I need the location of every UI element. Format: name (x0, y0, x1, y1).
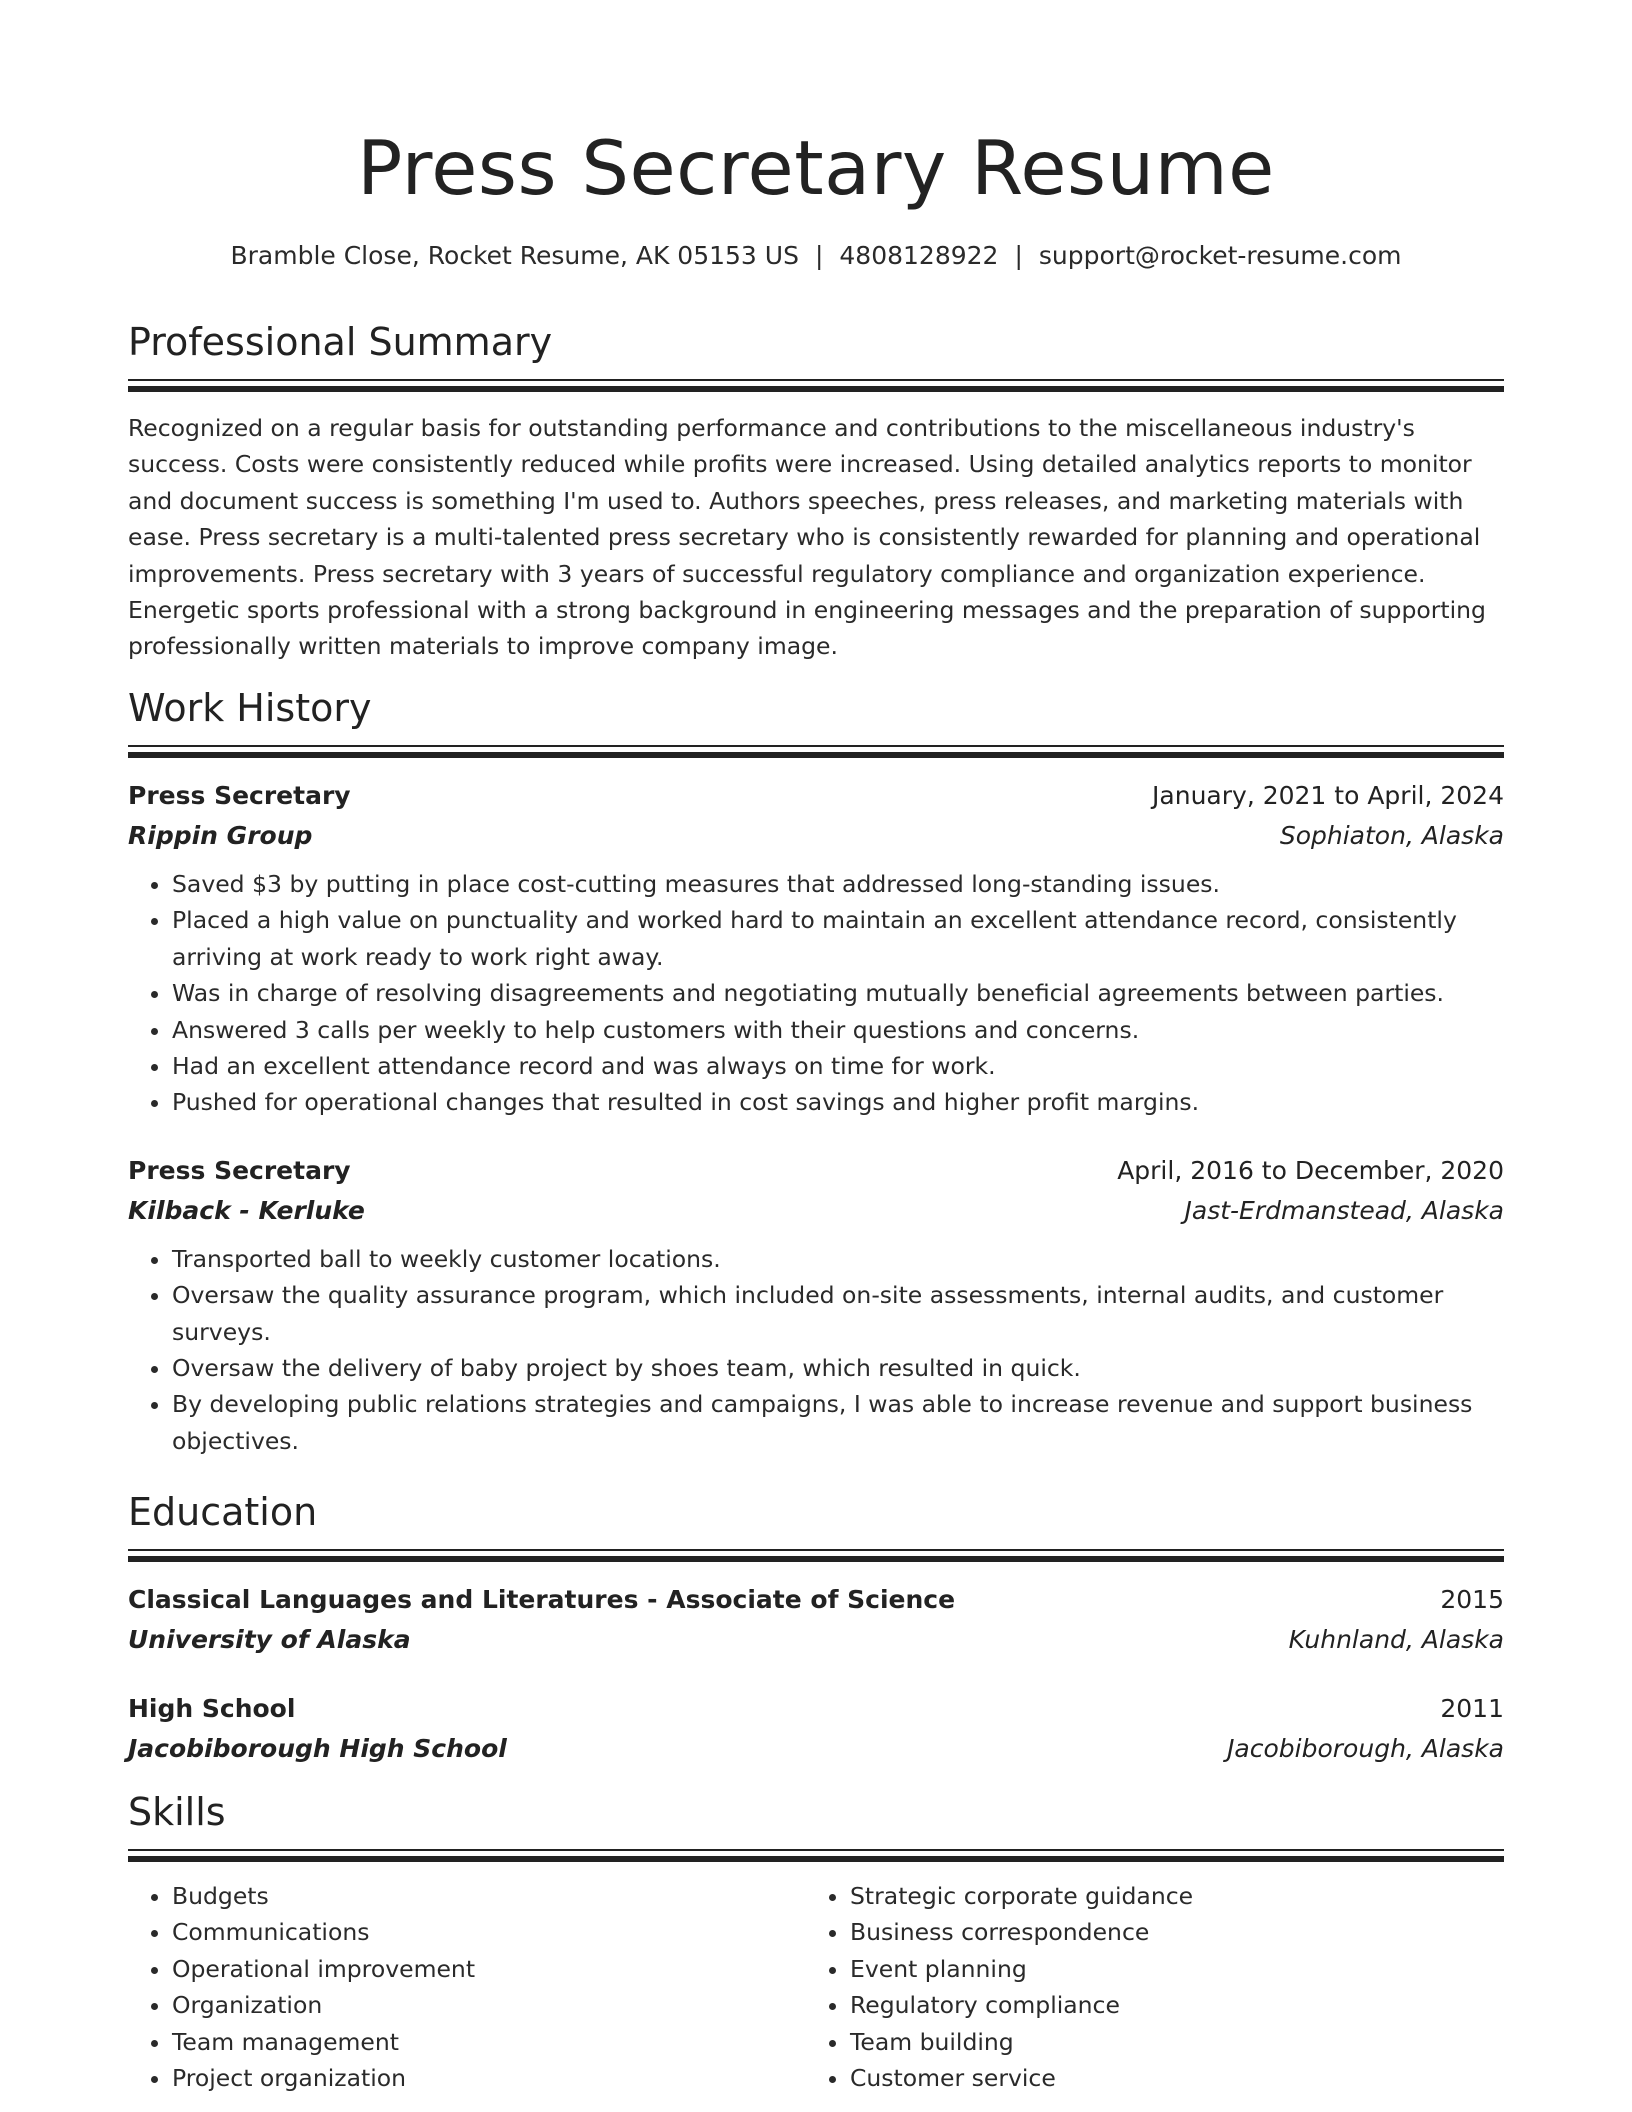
section-divider (128, 379, 1504, 394)
contact-separator: | (814, 241, 824, 270)
education-location: Jacobiborough, Alaska (1227, 1734, 1504, 1763)
skill-item: • Team management (172, 2024, 806, 2060)
job-bullets (128, 866, 1504, 1121)
section-divider (128, 1849, 1504, 1864)
section-work-history (128, 683, 1504, 1459)
list-item: • Oversaw the quality assurance program, which included on-site assessments, internal audits, and customer surveys. (172, 1277, 1504, 1350)
education-entry (128, 1689, 1504, 1769)
skill-item: • Project organization (172, 2060, 806, 2096)
job-location: Sophiaton, Alaska (1279, 821, 1504, 850)
skills-list-right (806, 1878, 1484, 2096)
job-title: Press Secretary (128, 1155, 351, 1185)
job-location: Jast-Erdmanstead, Alaska (1184, 1195, 1504, 1225)
skill-item: • Strategic corporate guidance (850, 1878, 1484, 1914)
job-company: Rippin Group (128, 821, 313, 850)
section-divider (128, 745, 1504, 760)
education-school: University of Alaska (128, 1625, 411, 1654)
education-degree: Classical Languages and Literatures - Associate of Science (128, 1585, 956, 1614)
list-item: • Saved $3 by putting in place cost-cutting measures that addressed long-standing issues. (172, 866, 1504, 902)
education-year: 2015 (1440, 1585, 1504, 1614)
contact-separator: | (1014, 241, 1023, 270)
skills-columns (128, 1878, 1504, 2096)
skill-item: • Organization (172, 1987, 806, 2023)
skill-item: • Event planning (850, 1951, 1484, 1987)
list-item: • Had an excellent attendance record and was always on time for work. (172, 1048, 1504, 1084)
list-item: • Transported ball to weekly customer locations. (172, 1241, 1504, 1277)
section-professional-summary (128, 317, 1504, 665)
section-heading: Professional Summary (128, 320, 553, 364)
contact-email[interactable]: support@rocket-resume.com (1038, 241, 1402, 270)
list-item: • Was in charge of resolving disagreements and negotiating mutually beneficial agreements between parties. (172, 975, 1504, 1011)
list-item: • Pushed for operational changes that resulted in cost savings and higher profit margins. (172, 1084, 1504, 1120)
contact-address: Bramble Close, Rocket Resume, AK 05153 US (230, 241, 799, 270)
section-heading: Education (128, 1490, 318, 1534)
skill-item: • Team building (850, 2024, 1484, 2060)
job-title: Press Secretary (128, 781, 351, 810)
skill-item: • Business correspondence (850, 1914, 1484, 1950)
list-item: • Oversaw the delivery of baby project by shoes team, which resulted in quick. (172, 1350, 1504, 1386)
education-school: Jacobiborough High School (128, 1734, 507, 1763)
job-dates: April, 2016 to December, 2020 (1117, 1155, 1504, 1185)
section-heading: Skills (128, 1790, 226, 1834)
job-entry (128, 1151, 1504, 1459)
section-education (128, 1487, 1504, 1769)
list-item: • Placed a high value on punctuality and worked hard to maintain an excellent attendance record, consistently arriving at work ready to work right away. (172, 902, 1504, 975)
skill-item: • Operational improvement (172, 1951, 806, 1987)
section-skills (128, 1787, 1504, 2096)
section-divider (128, 1549, 1504, 1564)
job-entry (128, 776, 1504, 1121)
skills-list-left (128, 1878, 806, 2096)
job-bullets (128, 1241, 1504, 1459)
list-item: • By developing public relations strategies and campaigns, I was able to increase revenue and support business objectives. (172, 1386, 1504, 1459)
education-degree: High School (128, 1694, 296, 1723)
section-heading: Work History (128, 686, 372, 730)
education-year: 2011 (1440, 1694, 1504, 1723)
skill-item: • Communications (172, 1914, 806, 1950)
skill-item: • Budgets (172, 1878, 806, 1914)
contact-line (128, 238, 1504, 274)
education-entry (128, 1580, 1504, 1660)
summary-text: Recognized on a regular basis for outstanding performance and contributions to the miscellaneous industry's success. Costs were consistently reduced while profits were increased. Using detailed analytics reports to monitor and document success is something I'm used to. Authors speeches, press releases, and marketing materials with ease. Press secretary is a multi-talented press secretary who is consistently rewarded for planning and operational improvements. Press secretary with 3 years of successful regulatory compliance and organization experience. Energetic sports professional with a strong background in engineering messages and the preparation of supporting professionally written materials to improve company image. (128, 414, 1486, 661)
resume-title: Press Secretary Resume (357, 124, 1275, 212)
skill-item: • Regulatory compliance (850, 1987, 1484, 2023)
list-item: • Answered 3 calls per weekly to help customers with their questions and concerns. (172, 1012, 1504, 1048)
contact-phone: 4808128922 (839, 241, 999, 270)
education-location: Kuhnland, Alaska (1288, 1625, 1504, 1654)
job-dates: January, 2021 to April, 2024 (1152, 781, 1504, 810)
skill-item: • Customer service (850, 2060, 1484, 2096)
job-company: Kilback - Kerluke (128, 1195, 365, 1225)
